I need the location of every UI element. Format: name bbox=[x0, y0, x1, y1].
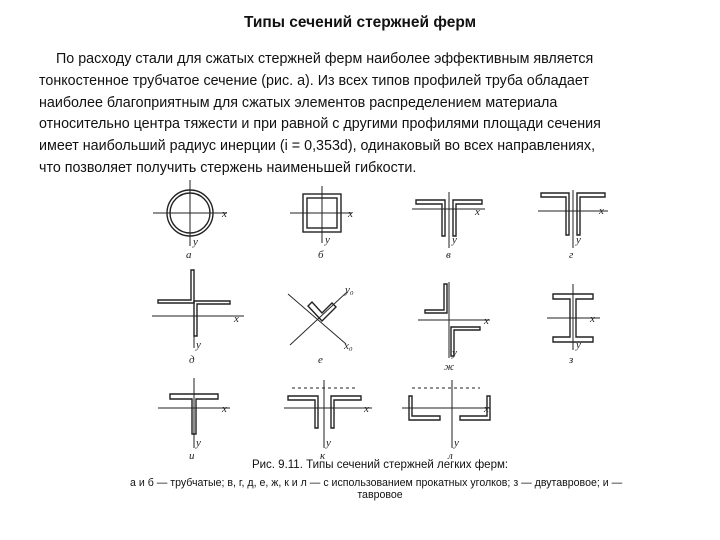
axis-label-x: x bbox=[222, 208, 227, 220]
axis-label-y: y bbox=[452, 347, 457, 359]
panel-label-g: г bbox=[569, 249, 574, 261]
section-b-square-tube bbox=[290, 186, 353, 261]
paragraph-line: наиболее благоприятным для сжатых элементов распределением материала bbox=[39, 94, 558, 111]
axis-label-x0: x₀ bbox=[344, 340, 353, 352]
section-v-two-angles bbox=[412, 192, 485, 261]
axis-label-x: x bbox=[234, 313, 239, 325]
axis-label-y0: y₀ bbox=[345, 284, 354, 296]
paragraph-line: что позволяет получить стержень наименьшей гибкости. bbox=[39, 159, 417, 176]
panel-label-d: д bbox=[189, 354, 195, 366]
axis-label-x: x bbox=[475, 206, 480, 218]
axis-label-y: y bbox=[454, 437, 459, 449]
panel-label-k: к bbox=[320, 450, 326, 462]
section-z-i-beam bbox=[547, 284, 600, 366]
axis-label-y: y bbox=[576, 339, 581, 351]
panel-label-l: л bbox=[448, 450, 453, 462]
axis-label-x: x bbox=[364, 403, 369, 415]
section-g-two-angles bbox=[538, 190, 608, 261]
caption-line: тавровое bbox=[357, 489, 403, 501]
panel-label-z: з bbox=[569, 354, 574, 366]
section-zh-angles-gusset bbox=[418, 282, 490, 373]
axis-label-y: y bbox=[196, 437, 201, 449]
section-i-tee bbox=[158, 378, 230, 462]
axis-label-y: y bbox=[576, 234, 581, 246]
panel-label-i: и bbox=[189, 450, 195, 462]
section-e-single-angle bbox=[288, 284, 354, 366]
axis-label-y: y bbox=[325, 234, 330, 246]
axis-label-y: y bbox=[452, 234, 457, 246]
panel-label-zh: ж bbox=[444, 361, 455, 373]
section-k-two-angles bbox=[284, 380, 372, 462]
axis-label-x: x bbox=[222, 403, 227, 415]
paragraph-line: тонкостенное трубчатое сечение (рис. а). Из всех типов профилей труба обладает bbox=[39, 72, 589, 89]
paragraph-line: относительно центра тяжести и при равной с другими профилями площади сечения bbox=[39, 116, 601, 133]
section-d-cross-angles bbox=[152, 270, 244, 366]
panel-label-v: в bbox=[446, 249, 451, 261]
axis-label-x: x bbox=[484, 315, 489, 327]
figure-caption bbox=[130, 459, 630, 501]
panel-label-b: б bbox=[318, 249, 324, 261]
paragraph-line: По расходу стали для сжатых стержней ферм наиболее эффективным является bbox=[56, 51, 594, 67]
paragraph-line: имеет наибольший радиус инерции (i = 0,353d), одинаковый во всех направлениях, bbox=[39, 138, 596, 155]
caption-line: а и б — трубчатые; в, г, д, е, ж, к и л — с использованием прокатных уголков; з — двутавровое; и — bbox=[130, 477, 623, 489]
axis-label-y: y bbox=[326, 437, 331, 449]
axis-label-y: y bbox=[196, 339, 201, 351]
page-title: Типы сечений стержней ферм bbox=[243, 14, 477, 31]
section-a-tube bbox=[153, 180, 227, 261]
caption-title: Рис. 9.11. Типы сечений стержней легких ферм: bbox=[251, 459, 509, 471]
axis-label-x: x bbox=[348, 208, 353, 220]
panel-label-e: е bbox=[318, 354, 323, 366]
section-l-two-angles bbox=[402, 380, 490, 462]
axis-label-x: x bbox=[484, 403, 489, 415]
panel-label-a: а bbox=[186, 249, 192, 261]
axis-label-x: x bbox=[590, 313, 595, 325]
axis-label-x: x bbox=[599, 205, 604, 217]
axis-label-y: y bbox=[193, 236, 198, 248]
